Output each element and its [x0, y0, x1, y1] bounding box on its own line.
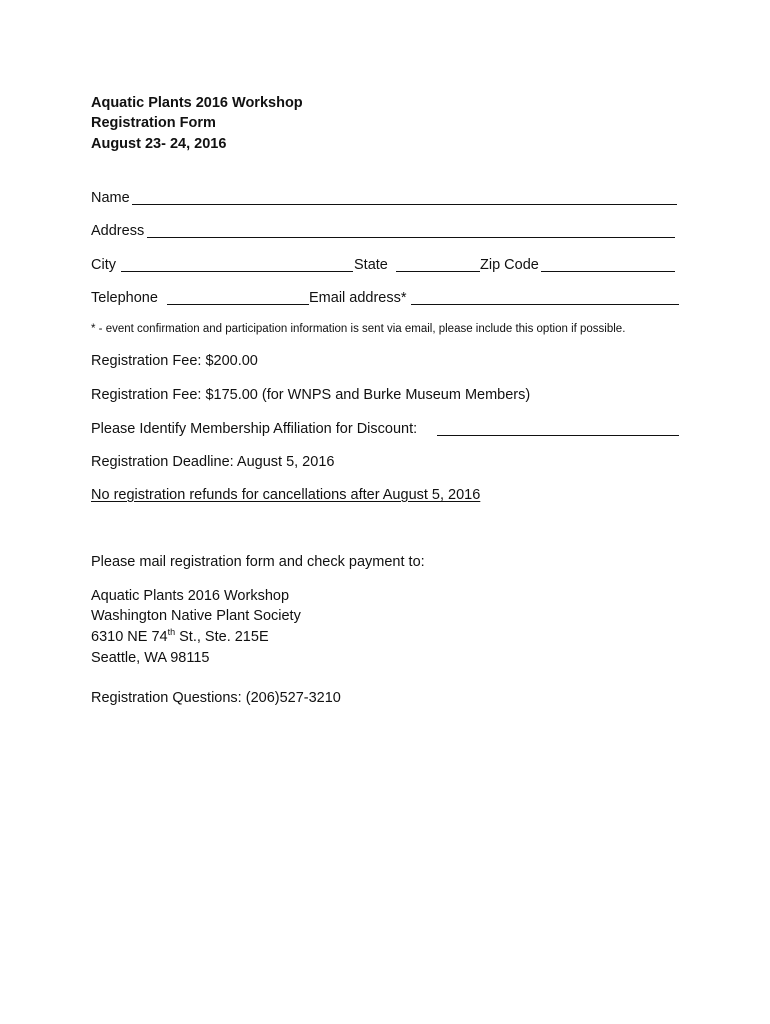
email-note: * - event confirmation and participation information is sent via email, please include this option if possible. — [91, 323, 626, 335]
telephone-email-row — [91, 289, 683, 309]
standard-fee: Registration Fee: $200.00 — [91, 353, 258, 369]
telephone-label: Telephone — [91, 290, 158, 306]
street-suite: St., Ste. 215E — [175, 629, 269, 645]
address-label: Address — [91, 223, 145, 239]
ordinal-suffix: th — [167, 627, 176, 638]
mail-address-line4: Seattle, WA 98115 — [91, 650, 210, 666]
refund-policy: No registration refunds for cancellations after August 5, 2016 — [91, 487, 481, 503]
workshop-dates: August 23- 24, 2016 — [91, 136, 227, 152]
form-title: Aquatic Plants 2016 Workshop — [91, 95, 303, 111]
state-label: State — [354, 257, 388, 273]
registration-deadline: Registration Deadline: August 5, 2016 — [91, 454, 335, 470]
member-fee: Registration Fee: $175.00 (for WNPS and Burke Museum Members) — [91, 387, 531, 403]
email-label: Email address* — [309, 290, 407, 306]
mail-address-line2: Washington Native Plant Society — [91, 608, 301, 624]
city-state-zip-row — [91, 256, 681, 276]
address-field[interactable] — [147, 237, 675, 238]
membership-label: Please Identify Membership Affiliation for Discount: — [91, 421, 418, 437]
zip-label: Zip Code — [480, 257, 539, 273]
name-label: Name — [91, 190, 130, 206]
mail-address-line1: Aquatic Plants 2016 Workshop — [91, 588, 290, 604]
city-label: City — [91, 257, 116, 273]
zip-field[interactable] — [541, 271, 675, 272]
name-row — [91, 189, 681, 209]
mail-address-line3 — [91, 628, 269, 646]
street-number: 6310 NE 74 — [91, 629, 168, 645]
mail-instruction: Please mail registration form and check payment to: — [91, 554, 425, 570]
membership-row — [91, 420, 683, 440]
city-field[interactable] — [121, 271, 353, 272]
telephone-field[interactable] — [167, 304, 309, 305]
name-field[interactable] — [132, 204, 677, 205]
form-subtitle: Registration Form — [91, 115, 216, 131]
membership-field[interactable] — [437, 435, 679, 436]
address-row — [91, 222, 681, 242]
email-field[interactable] — [411, 304, 679, 305]
registration-questions: Registration Questions: (206)527-3210 — [91, 690, 341, 706]
state-field[interactable] — [396, 271, 480, 272]
